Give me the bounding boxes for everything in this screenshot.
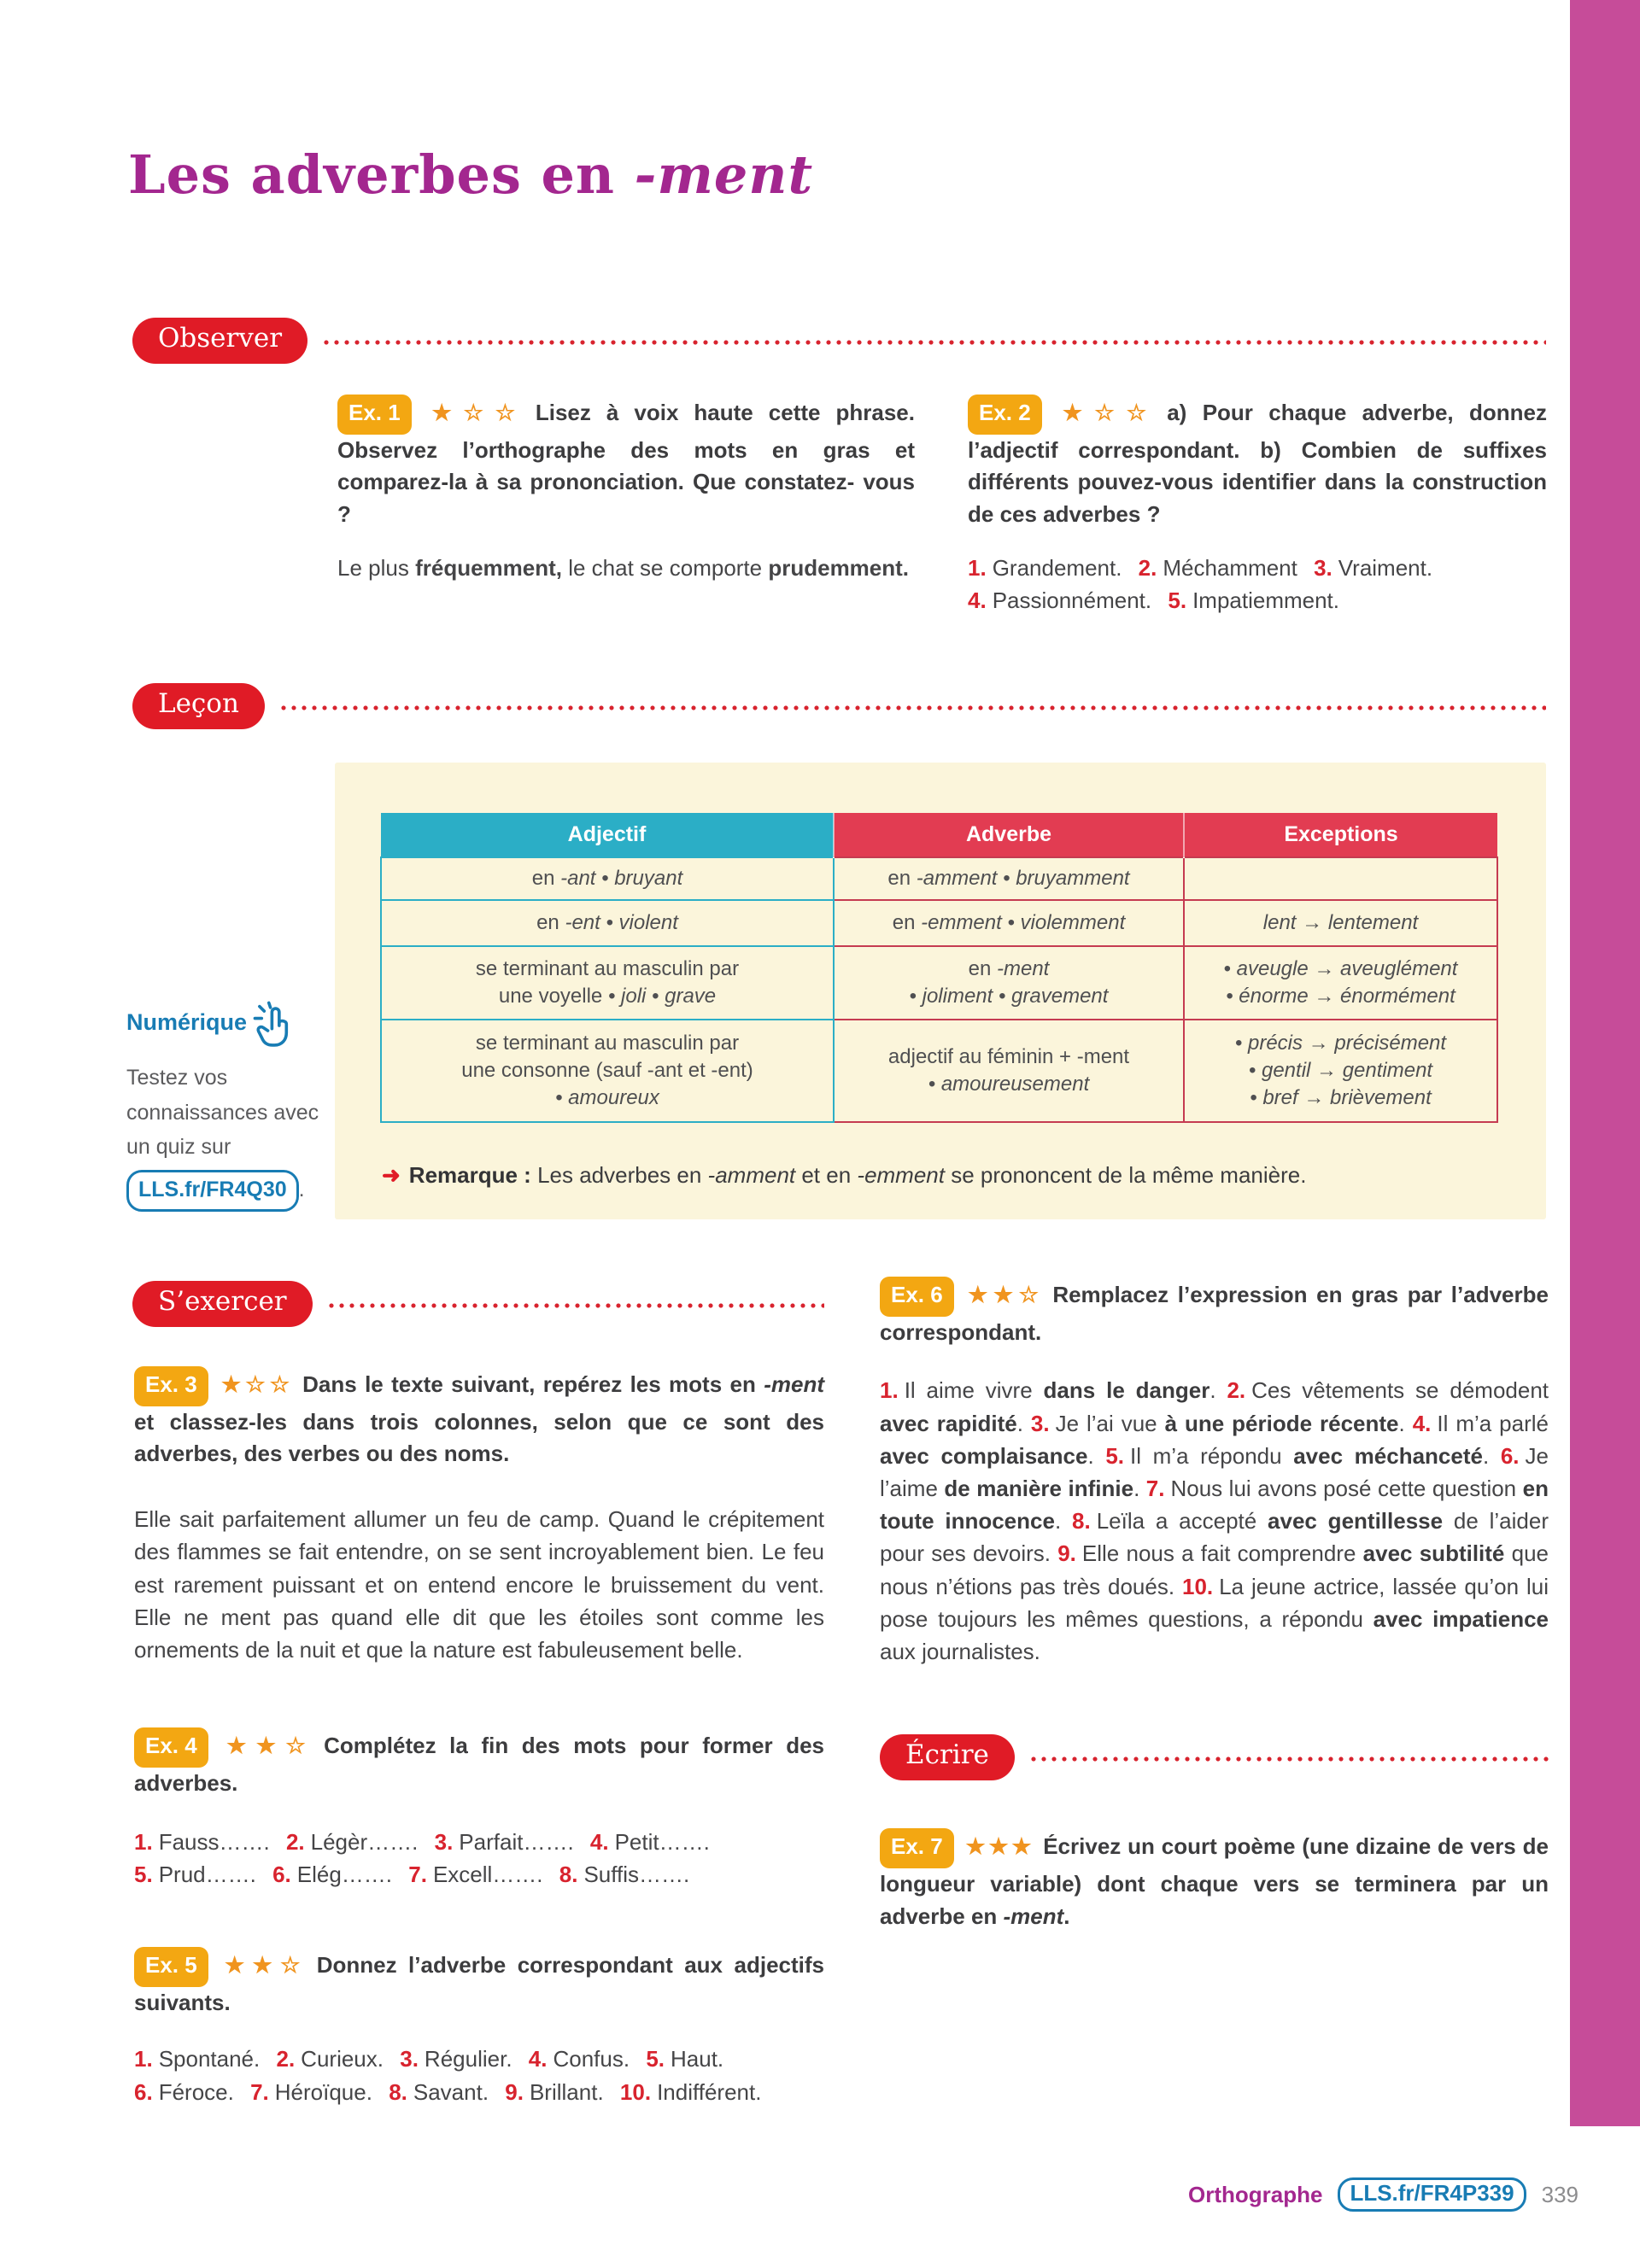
exercise-6-consigne — [880, 1277, 1549, 1348]
phrase-part-bold: fréquemment, — [415, 554, 562, 581]
section-observer — [132, 318, 1546, 364]
exercise-6-badge: Ex. 6 — [880, 1277, 954, 1317]
difficulty-stars: ★☆☆ — [422, 400, 527, 425]
difficulty-stars: ★★☆ — [964, 1282, 1045, 1307]
lesson-table — [380, 813, 1498, 1123]
exercise-2-badge: Ex. 2 — [968, 395, 1042, 435]
exercise-1-phrase — [337, 552, 915, 584]
table-cell — [381, 900, 834, 946]
numerique-text — [126, 1061, 323, 1212]
section-ecrire-pill: Écrire — [880, 1734, 1015, 1780]
table-cell — [1184, 946, 1497, 1020]
item-text: Haut. — [671, 2046, 724, 2072]
item-text: Elle nous a fait comprendre — [1081, 1540, 1363, 1567]
cell-line — [1193, 1030, 1488, 1057]
cell-line: se terminant au masculin par — [475, 957, 740, 981]
exercise-7-text: Écrivez un court poème (une dizaine de vers de longueur variable) dont chaque vers se terminera par un adverbe en — [880, 1833, 1549, 1929]
exercises-right-column — [880, 1277, 1549, 1932]
item-text: . — [1398, 1410, 1413, 1436]
phrase-part-bold: prudemment. — [768, 554, 910, 581]
cell-text: une voyelle — [498, 985, 608, 1008]
remark-text: Les adverbes en — [530, 1162, 708, 1188]
section-observer-pill: Observer — [132, 318, 308, 364]
table-cell — [1184, 900, 1497, 946]
item-number: 8. — [559, 1861, 578, 1887]
item-number: 9. — [505, 2078, 524, 2105]
item-text: Légèr……. — [310, 1828, 419, 1855]
cell-text-italic: -amment • bruyamment — [916, 867, 1130, 891]
remark-text-italic: -emment — [857, 1162, 945, 1188]
item-text: . — [1054, 1508, 1072, 1534]
item-text: Nous lui avons posé cette question — [1170, 1476, 1523, 1502]
item-text: Confus. — [553, 2046, 630, 2072]
item-number: 8. — [1072, 1508, 1091, 1534]
page-title-italic: -ment — [634, 143, 814, 206]
numerique-note — [126, 1001, 347, 1212]
item-text: Je l’aime — [880, 1442, 1549, 1502]
item-number: 3. — [1314, 554, 1332, 581]
table-row — [381, 1020, 1497, 1122]
item-text: Ces vêtements se démodent — [1251, 1377, 1549, 1404]
exercise-1-consigne — [337, 395, 915, 531]
table-row — [381, 946, 1497, 1020]
cell-text: en — [536, 911, 565, 935]
section-sexercer — [132, 1281, 824, 1327]
exercise-4-consigne — [134, 1727, 824, 1799]
exercise-3-paragraph: Elle sait parfaitement allumer un feu de camp. Quand le crépitement des flammes se fait entendre, on se sent incroyablement bien. Le feu est rarement puissant et on entend encore le bruissement du vent. Elle ne ment pas quand elle dit que les étoiles sont comme les ornements de la nuit et que la nature est fabuleusement belle. — [134, 1506, 824, 1663]
item-number: 6. — [1500, 1442, 1520, 1469]
exercise-3-text: et classez-les dans trois colonnes, selon que ce sont des adverbes, des verbes ou des noms. — [134, 1408, 824, 1467]
exercise-4-items — [134, 1826, 824, 1891]
cell-text-italic: • énorme → énormément — [1226, 985, 1456, 1008]
item-number: 6. — [272, 1861, 291, 1887]
click-hand-icon — [250, 1001, 300, 1050]
item-number: 4. — [1412, 1410, 1432, 1436]
section-ecrire — [880, 1734, 1549, 1780]
exercise-1-badge: Ex. 1 — [337, 395, 412, 435]
item-number: 4. — [589, 1828, 609, 1855]
exercise-3-badge: Ex. 3 — [134, 1366, 208, 1406]
item-text: aux journalistes. — [880, 1639, 1040, 1665]
item-number: 2. — [1138, 554, 1157, 581]
cell-text-italic: lent → lentement — [1262, 911, 1419, 935]
table-cell — [381, 946, 834, 1020]
item-text: Passionnément. — [992, 587, 1152, 613]
item-number: 3. — [400, 2046, 419, 2072]
cell-line — [1193, 983, 1488, 1010]
exercise-3-consigne — [134, 1366, 824, 1470]
item-text: que nous n’étions pas très doués. — [880, 1540, 1549, 1599]
exercise-5-consigne — [134, 1947, 824, 2019]
item-text: Féroce. — [158, 2078, 234, 2105]
item-bold: en toute innocence — [880, 1476, 1549, 1534]
lesson-panel — [335, 763, 1546, 1219]
exercise-2 — [968, 395, 1547, 617]
item-text: Fauss……. — [158, 1828, 270, 1855]
exercise-3 — [134, 1366, 824, 1666]
item-number: 1. — [134, 1828, 153, 1855]
exercise-4 — [134, 1727, 824, 1891]
item-bold: avec méchanceté — [1293, 1442, 1483, 1469]
cell-line: une consonne (sauf -ant et -ent) — [461, 1059, 753, 1083]
page-number: 339 — [1541, 2181, 1578, 2207]
item-number: 5. — [646, 2046, 665, 2072]
numerique-title: Numérique — [126, 1009, 248, 1035]
lesson-remark — [382, 1162, 1492, 1189]
item-text: . — [1210, 1377, 1227, 1404]
cell-line — [843, 983, 1174, 1010]
item-text: Prud……. — [158, 1861, 256, 1887]
item-text: . — [1133, 1476, 1146, 1502]
page-title — [128, 143, 813, 206]
item-text: La jeune actrice, lassée qu’on lui pose toujours les mêmes questions, a répondu — [880, 1573, 1549, 1632]
section-sexercer-pill: S’exercer — [132, 1281, 313, 1327]
item-number: 4. — [968, 587, 987, 613]
item-number: 1. — [880, 1377, 899, 1404]
dotted-leader — [278, 705, 1546, 710]
item-bold: avec gentillesse — [1268, 1508, 1444, 1534]
item-text: Elég……. — [296, 1861, 393, 1887]
table-cell — [834, 857, 1184, 900]
item-bold: avec rapidité — [880, 1410, 1017, 1436]
exercise-3-text-italic: -ment — [764, 1371, 824, 1397]
item-text: Je l’ai vue — [1055, 1410, 1165, 1436]
item-number: 5. — [134, 1861, 153, 1887]
remark-label: Remarque : — [408, 1162, 531, 1188]
exercise-7-text: . — [1063, 1903, 1070, 1929]
cell-text-italic: • gentil → gentiment — [1248, 1059, 1433, 1083]
difficulty-stars: ★★★ — [964, 1833, 1035, 1860]
item-text: Brillant. — [529, 2078, 604, 2105]
exercise-7-text-italic: -ment — [1003, 1903, 1064, 1929]
cell-text: en — [968, 957, 997, 981]
dotted-leader — [326, 1303, 824, 1308]
phrase-part: le chat se comporte — [562, 554, 769, 581]
table-header-adjectif: Adjectif — [381, 813, 834, 857]
arrow-icon: ➜ — [382, 1162, 401, 1188]
cell-text-italic: -ment — [997, 957, 1050, 981]
cell-line: adjectif au féminin + -ment — [887, 1045, 1130, 1069]
exercise-5-badge: Ex. 5 — [134, 1947, 208, 1987]
numerique-header — [126, 1001, 347, 1050]
cell-line — [1193, 1084, 1488, 1112]
cell-text-italic: • bref → brièvement — [1250, 1085, 1432, 1109]
table-row — [381, 857, 1497, 900]
cell-line: se terminant au masculin par — [475, 1032, 740, 1055]
table-cell-empty — [1184, 857, 1497, 900]
table-cell — [834, 900, 1184, 946]
item-number: 1. — [134, 2046, 153, 2072]
exercise-3-text: Dans le texte suivant, repérez les mots en — [302, 1371, 764, 1397]
item-text: Suffis……. — [583, 1861, 690, 1887]
item-text: Il m’a parlé — [1437, 1410, 1549, 1436]
exercise-6-items — [880, 1374, 1549, 1668]
item-text: . — [1087, 1442, 1106, 1469]
item-number: 2. — [1227, 1377, 1246, 1404]
remark-text: et en — [795, 1162, 858, 1188]
item-text: de l’aider pour ses devoirs. — [880, 1508, 1549, 1567]
difficulty-stars: ★★☆ — [219, 1951, 308, 1978]
exercise-7-consigne — [880, 1828, 1549, 1932]
item-number: 5. — [1105, 1442, 1124, 1469]
item-number: 1. — [968, 554, 987, 581]
cell-text-italic: -ant • bruyant — [560, 867, 683, 891]
item-text: Savant. — [413, 2078, 489, 2105]
item-text: Vraiment. — [1338, 554, 1433, 581]
item-number: 4. — [528, 2046, 548, 2072]
remark-text-italic: -amment — [707, 1162, 796, 1188]
page-title-main: Les adverbes en — [128, 143, 635, 206]
item-text: Excell……. — [432, 1861, 543, 1887]
cell-text-italic: -ent • violent — [565, 911, 678, 935]
exercise-7 — [880, 1828, 1549, 1932]
item-number: 3. — [434, 1828, 454, 1855]
exercise-4-badge: Ex. 4 — [134, 1727, 208, 1768]
item-number: 2. — [276, 2046, 296, 2072]
table-cell — [381, 1020, 834, 1122]
remark-text: se prononcent de la même manière. — [944, 1162, 1307, 1188]
section-lecon — [132, 683, 1546, 729]
item-bold: avec complaisance — [880, 1442, 1088, 1469]
item-number: 2. — [285, 1828, 305, 1855]
item-number: 7. — [250, 2078, 269, 2105]
numerique-period: . — [298, 1177, 305, 1201]
cell-text-italic: • amoureusement — [928, 1073, 1090, 1096]
item-bold: avec impatience — [1373, 1605, 1549, 1632]
page-footer — [1188, 2177, 1578, 2212]
item-text: Impatiemment. — [1192, 587, 1340, 613]
item-number: 8. — [389, 2078, 407, 2105]
table-cell — [834, 946, 1184, 1020]
exercise-4-text: Complétez la fin des mots pour former des adverbes. — [134, 1733, 825, 1796]
cell-line — [843, 1071, 1174, 1098]
cell-text: en — [892, 911, 922, 935]
quiz-link[interactable]: LLS.fr/FR4Q30 — [126, 1170, 299, 1213]
cell-text: en — [531, 867, 561, 891]
item-number: 10. — [1182, 1573, 1214, 1599]
item-text: Curieux. — [301, 2046, 384, 2072]
item-text: Grandement. — [992, 554, 1122, 581]
item-number: 5. — [1168, 587, 1187, 613]
dotted-leader — [321, 340, 1546, 345]
cell-line — [1193, 1057, 1488, 1084]
item-number: 9. — [1057, 1540, 1076, 1567]
cell-text-italic: • joliment • gravement — [909, 985, 1109, 1008]
exercise-6-text: Remplacez l’expression en gras par l’adverbe correspondant. — [880, 1282, 1549, 1345]
item-bold: avec subtilité — [1362, 1540, 1505, 1567]
item-number: 7. — [1145, 1476, 1165, 1502]
exercise-5-items — [134, 2043, 824, 2107]
page-edge-band — [1570, 0, 1640, 2126]
item-text: . — [1482, 1442, 1501, 1469]
exercise-5 — [134, 1947, 824, 2108]
exercise-2-text: a) Pour chaque adverbe, donnez l’adjectif correspondant. b) Combien de suffixes différents pouvez-vous identifier dans la construction de ces adverbes ? — [968, 400, 1547, 528]
exercise-6 — [880, 1277, 1549, 1668]
item-text: Leïla a accepté — [1096, 1508, 1268, 1534]
item-text: Parfait……. — [459, 1828, 574, 1855]
exercise-1-text: Lisez à voix haute cette phrase. Observez l’orthographe des mots en gras et comparez-la à sa prononciation. Que constatez- vous ? — [337, 400, 915, 528]
difficulty-stars: ★★☆ — [219, 1733, 316, 1759]
cell-line — [1193, 956, 1488, 983]
exercise-1 — [337, 395, 915, 584]
exercise-7-badge: Ex. 7 — [880, 1828, 954, 1868]
item-text: Spontané. — [158, 2046, 261, 2072]
cell-line — [843, 956, 1174, 983]
table-cell — [381, 857, 834, 900]
item-bold: de manière infinie — [944, 1476, 1134, 1502]
item-number: 7. — [408, 1861, 427, 1887]
difficulty-stars: ★☆☆ — [1052, 400, 1159, 425]
cell-line — [390, 983, 824, 1010]
exercise-5-text: Donnez l’adverbe correspondant aux adjectifs suivants. — [134, 1951, 824, 2015]
item-text: Héroïque. — [274, 2078, 372, 2105]
exercise-2-consigne — [968, 395, 1547, 531]
footer-page-link[interactable]: LLS.fr/FR4P339 — [1338, 2177, 1526, 2212]
item-number: 6. — [134, 2078, 153, 2105]
cell-text-italic: • aveugle → aveuglément — [1223, 957, 1458, 981]
numerique-intro: Testez vos connaissances avec un quiz sur — [126, 1066, 319, 1159]
item-number: 10. — [619, 2078, 652, 2105]
table-header-adverbe: Adverbe — [834, 813, 1184, 857]
item-text: Indifférent. — [657, 2078, 762, 2105]
item-text: Petit……. — [614, 1828, 710, 1855]
section-lecon-pill: Leçon — [132, 683, 265, 729]
item-text: Méchamment — [1163, 554, 1297, 581]
item-bold: dans le danger — [1043, 1377, 1210, 1404]
cell-text-italic: • précis → précisément — [1234, 1032, 1447, 1055]
cell-text-italic: • amoureux — [555, 1085, 659, 1109]
difficulty-stars: ★☆☆ — [219, 1371, 295, 1397]
table-cell — [1184, 1020, 1497, 1122]
item-text: Régulier. — [424, 2046, 512, 2072]
item-number: 3. — [1030, 1410, 1050, 1436]
item-text: Il aime vivre — [904, 1377, 1044, 1404]
exercises-left-column — [134, 1366, 824, 2108]
cell-text-italic: • joli • grave — [607, 985, 717, 1008]
phrase-part: Le plus — [337, 554, 416, 581]
table-header-exceptions: Exceptions — [1184, 813, 1497, 857]
cell-line — [390, 1084, 824, 1112]
exercise-2-items — [968, 552, 1547, 617]
cell-text-italic: -emment • violemment — [921, 911, 1126, 935]
item-text: . — [1016, 1410, 1031, 1436]
table-row — [381, 900, 1497, 946]
item-text: Il m’a répondu — [1130, 1442, 1294, 1469]
cell-text: en — [887, 867, 917, 891]
footer-theme-label: Orthographe — [1187, 2181, 1323, 2207]
table-cell — [834, 1020, 1184, 1122]
item-bold: à une période récente — [1164, 1410, 1399, 1436]
dotted-leader — [1028, 1757, 1549, 1762]
